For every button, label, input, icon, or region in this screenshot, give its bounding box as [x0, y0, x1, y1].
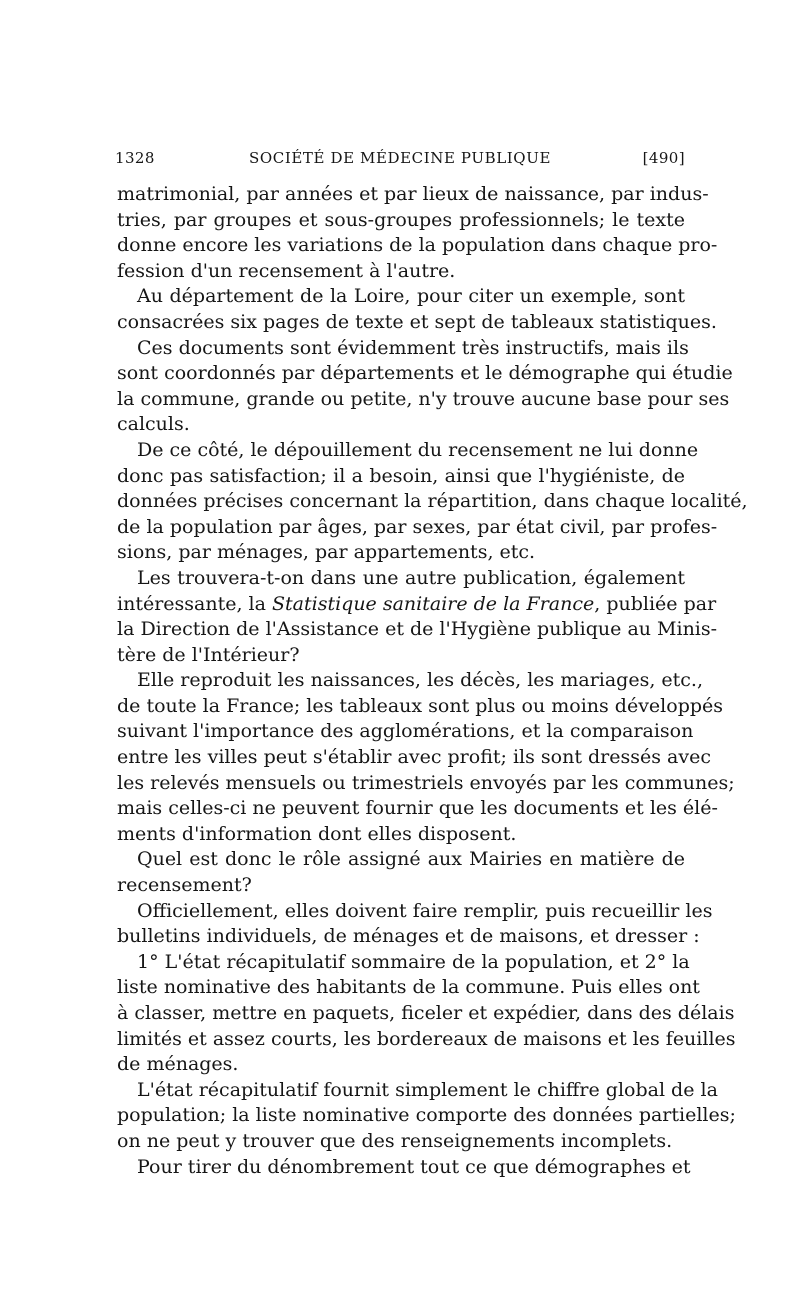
text-line: limités et assez courts, les bordereaux de maisons et les feuilles [117, 1027, 736, 1050]
text-line: tries, par groupes et sous-groupes professionnels; le texte [117, 208, 685, 231]
text-line: bulletins individuels, de ménages et de maisons, et dresser : [117, 925, 700, 948]
text-line: De ce côté, le dépouillement du recensement ne lui donne [137, 438, 699, 461]
text-line: suivant l'importance des agglomérations, et la comparaison [117, 720, 694, 743]
text-line: Au département de la Loire, pour citer un exemple, sont [137, 285, 685, 308]
text-line: de la population par âges, par sexes, par état civil, par profes- [117, 515, 718, 538]
text-line: Elle reproduit les naissances, les décès, les mariages, etc., [137, 669, 704, 692]
text-line: liste nominative des habitants de la commune. Puis elles ont [117, 976, 700, 999]
text-line: fession d'un recensement à l'autre. [117, 259, 456, 282]
text-line: ments d'information dont elles disposent. [117, 822, 517, 845]
text-line: donne encore les variations de la population dans chaque pro- [117, 234, 718, 257]
running-head [115, 146, 685, 170]
text-run: , publiée par [594, 592, 717, 615]
text-line: consacrées six pages de texte et sept de tableaux statistiques. [117, 310, 717, 333]
text-line: recensement? [117, 874, 252, 897]
text-line: Les trouvera-t-on dans une autre publication, également [137, 566, 685, 589]
publication-title: Statistique sanitaire de la France [272, 592, 595, 615]
text-line: Officiellement, elles doivent faire remplir, puis recueillir les [137, 899, 713, 922]
text-line: donc pas satisfaction; il a besoin, ainsi que l'hygiéniste, de [117, 464, 685, 487]
text-line: calculs. [117, 413, 190, 436]
text-run: intéressante, la [117, 592, 272, 615]
text-line: les relevés mensuels ou trimestriels envoyés par les communes; [117, 771, 735, 794]
text-line: la Direction de l'Assistance et de l'Hygiène publique au Minis- [117, 618, 718, 641]
text-line: population; la liste nominative comporte des données partielles; [117, 1104, 736, 1127]
text-line: entre les villes peut s'établir avec profit; ils sont dressés avec [117, 746, 711, 769]
text-line: Pour tirer du dénombrement tout ce que démographes et [137, 1155, 691, 1178]
text-line-with-title [117, 592, 717, 618]
text-line: sont coordonnés par départements et le démographe qui étudie [117, 362, 733, 385]
text-line: de toute la France; les tableaux sont plus ou moins développés [117, 694, 724, 717]
text-line: L'état récapitulatif fournit simplement le chiffre global de la [137, 1078, 718, 1101]
text-line: tère de l'Intérieur? [117, 643, 300, 666]
running-title: SOCIÉTÉ DE MÉDECINE PUBLIQUE [249, 149, 551, 167]
text-line: mais celles-ci ne peuvent fournir que les documents et les élé- [117, 797, 718, 820]
text-line: données précises concernant la répartition, dans chaque localité, [117, 490, 748, 513]
text-line: de ménages. [117, 1053, 239, 1076]
text-line: à classer, mettre en paquets, ficeler et expédier, dans des délais [117, 1002, 735, 1024]
text-line: matrimonial, par années et par lieux de naissance, par indus- [117, 183, 709, 205]
page-number: 1328 [115, 149, 155, 167]
text-line: la commune, grande ou petite, n'y trouve aucune base pour ses [117, 387, 730, 410]
text-line: sions, par ménages, par appartements, etc. [117, 541, 536, 564]
text-line: Quel est donc le rôle assigné aux Mairies en matière de [137, 848, 685, 871]
text-line: Ces documents sont évidemment très instructifs, mais ils [137, 336, 689, 359]
original-page-number: [490] [642, 149, 685, 167]
body-text [117, 182, 748, 1180]
text-line: on ne peut y trouver que des renseignements incomplets. [117, 1129, 673, 1152]
text-line: 1° L'état récapitulatif sommaire de la population, et 2° la [137, 950, 690, 973]
